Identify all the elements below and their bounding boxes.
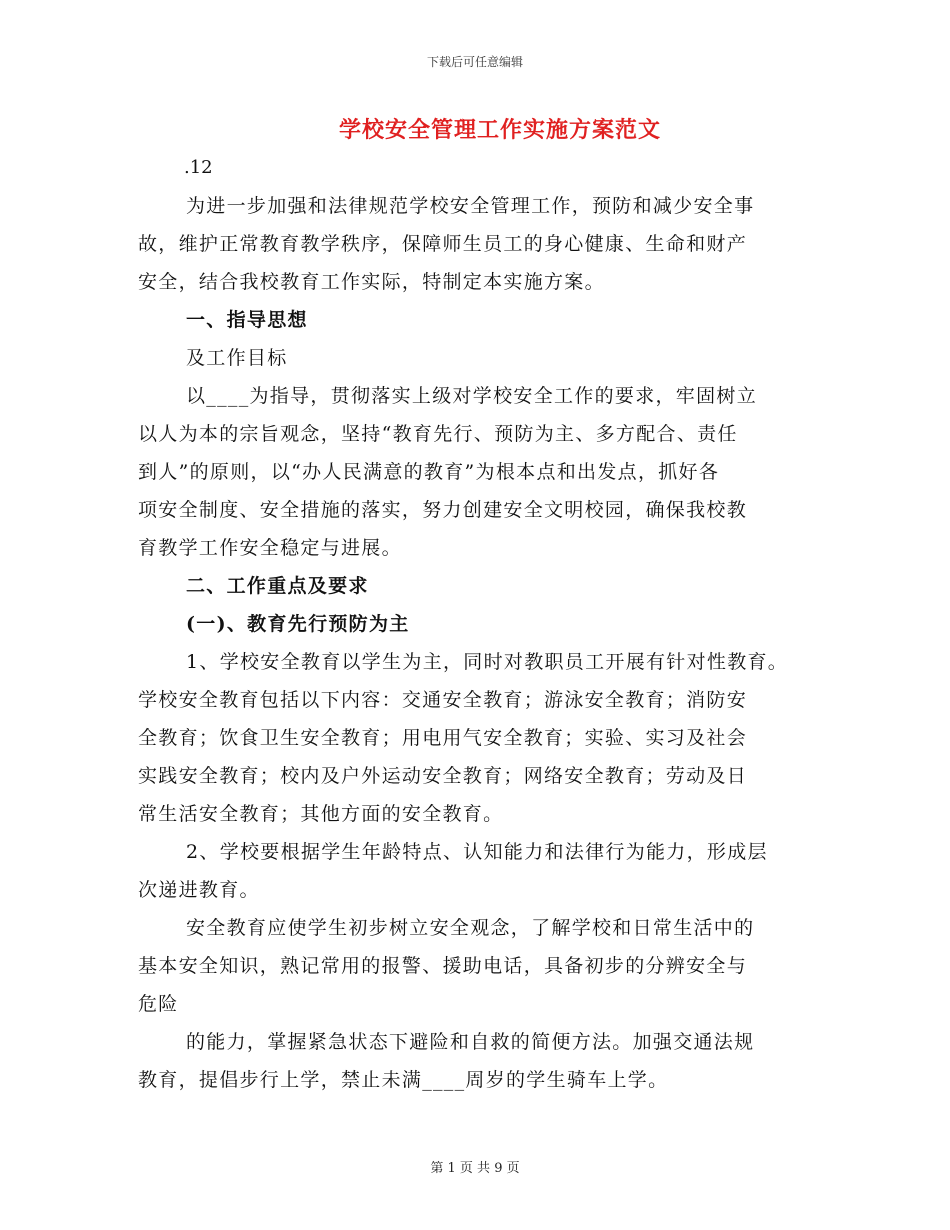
text-line: 2、学校要根据学生年龄特点、认知能力和法律行为能力，形成层 bbox=[186, 841, 768, 863]
page-number: 第 1 页 共 9 页 bbox=[430, 1161, 520, 1176]
document-body bbox=[138, 187, 818, 1099]
text-line: 学校安全教育包括以下内容：交通安全教育；游泳安全教育；消防安 bbox=[138, 689, 748, 711]
header-note: 下载后可任意编辑 bbox=[426, 55, 523, 69]
text-line: 基本安全知识，熟记常用的报警、援助电话，具备初步的分辨安全与 bbox=[138, 955, 748, 977]
text-line: 教育，提倡步行上学，禁止未满____周岁的学生骑车上学。 bbox=[138, 1069, 669, 1091]
text-line: 常生活安全教育；其他方面的安全教育。 bbox=[138, 803, 504, 825]
text-line: 1、学校安全教育以学生为主，同时对教职员工开展有针对性教育。 bbox=[186, 651, 789, 673]
text-line: 育教学工作安全稳定与进展。 bbox=[138, 537, 402, 559]
text-line: 危险 bbox=[138, 993, 179, 1015]
section-heading: 一、指导思想 bbox=[186, 309, 308, 331]
text-line: 的能力，掌握紧急状态下避险和自救的简便方法。加强交通法规 bbox=[186, 1031, 755, 1053]
text-line: 以人为本的宗旨观念，坚持“教育先行、预防为主、多方配合、责任 bbox=[138, 423, 738, 445]
text-line: 项安全制度、安全措施的落实，努力创建安全文明校园，确保我校教 bbox=[138, 499, 748, 521]
text-line: 安全，结合我校教育工作实际，特制定本实施方案。 bbox=[138, 271, 605, 293]
text-line: 次递进教育。 bbox=[138, 879, 260, 901]
text-line: 安全教育应使学生初步树立安全观念，了解学校和日常生活中的 bbox=[186, 917, 755, 939]
text-line: 故，维护正常教育教学秩序，保障师生员工的身心健康、生命和财产 bbox=[138, 233, 748, 255]
text-line: 到人”的原则，以“办人民满意的教育”为根本点和出发点，抓好各 bbox=[138, 461, 720, 483]
document-title: 学校安全管理工作实施方案范文 bbox=[338, 117, 661, 143]
text-line: 及工作目标 bbox=[186, 347, 288, 369]
text-line: 全教育；饮食卫生安全教育；用电用气安全教育；实验、实习及社会 bbox=[138, 727, 748, 749]
text-line: 以____为指导，贯彻落实上级对学校安全工作的要求，牢固树立 bbox=[186, 385, 758, 407]
text-line: 为进一步加强和法律规范学校安全管理工作，预防和减少安全事 bbox=[186, 195, 755, 217]
section-heading: 二、工作重点及要求 bbox=[186, 575, 369, 597]
text-line: 实践安全教育；校内及户外运动安全教育；网络安全教育；劳动及日 bbox=[138, 765, 748, 787]
date-line: .12 bbox=[184, 157, 213, 178]
section-heading: (一)、教育先行预防为主 bbox=[186, 613, 410, 635]
